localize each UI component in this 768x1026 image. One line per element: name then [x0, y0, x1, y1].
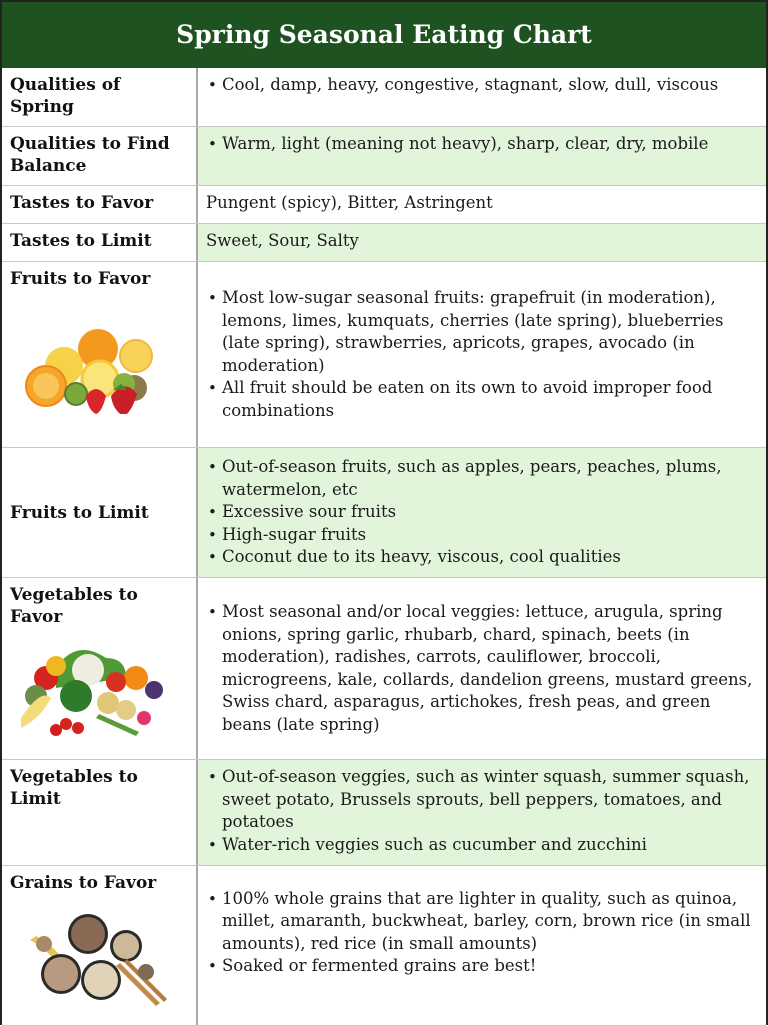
row-content [198, 127, 766, 185]
list-item: • Warm, light (meaning not heavy), sharp, clear, dry, mobile [206, 133, 758, 156]
list-item: • Most low-sugar seasonal fruits: grapefruit (in moderation), lemons, limes, kumquats, cherries (late spring), blueberries (late spring), strawberries, apricots, grapes, avocado (in moderation) [206, 287, 758, 377]
row-label: Vegetables to Limit [2, 760, 198, 865]
row-vegetables-to-limit [2, 760, 766, 866]
row-qualities-to-find-balance [2, 127, 766, 186]
vegetables-image [16, 638, 181, 743]
row-label-cell [2, 262, 198, 447]
row-content [198, 262, 766, 447]
row-content [198, 68, 766, 126]
row-content [198, 578, 766, 759]
row-vegetables-to-favor [2, 578, 766, 760]
row-fruits-to-limit [2, 448, 766, 578]
list-item: • Water-rich veggies such as cucumber and zucchini [206, 834, 758, 857]
row-grains-to-favor [2, 866, 766, 1026]
row-label: Vegetables to Favor [10, 585, 138, 627]
row-label-cell [2, 866, 198, 1025]
list-item: • 100% whole grains that are lighter in quality, such as quinoa, millet, amaranth, buckwheat, barley, corn, brown rice (in small amounts), red rice (in small amounts) [206, 888, 758, 956]
row-label: Fruits to Limit [2, 448, 198, 577]
chart-title: Spring Seasonal Eating Chart [2, 2, 766, 68]
row-content [198, 760, 766, 865]
row-label: Tastes to Favor [2, 186, 198, 223]
row-qualities-of-spring [2, 68, 766, 127]
row-label: Grains to Favor [10, 873, 157, 893]
row-label: Fruits to Favor [10, 269, 151, 289]
list-item: • Out-of-season veggies, such as winter squash, summer squash, sweet potato, Brussels sprouts, bell peppers, tomatoes, and potatoes [206, 766, 758, 834]
row-label: Tastes to Limit [2, 224, 198, 261]
list-item: • Excessive sour fruits [206, 501, 758, 524]
list-item: • High-sugar fruits [206, 524, 758, 547]
row-content: Pungent (spicy), Bitter, Astringent [206, 193, 493, 212]
list-item: • Coconut due to its heavy, viscous, cool qualities [206, 546, 758, 569]
row-tastes-to-limit [2, 224, 766, 262]
row-label-cell [2, 578, 198, 759]
list-item: • Out-of-season fruits, such as apples, pears, peaches, plums, watermelon, etc [206, 456, 758, 501]
row-tastes-to-favor [2, 186, 766, 224]
list-item: • Soaked or fermented grains are best! [206, 955, 758, 978]
list-item: • Cool, damp, heavy, congestive, stagnant, slow, dull, viscous [206, 74, 758, 97]
fruits-image [16, 324, 181, 414]
list-item: • All fruit should be eaten on its own to avoid improper food combinations [206, 377, 758, 422]
row-content [198, 866, 766, 1025]
list-item: • Most seasonal and/or local veggies: lettuce, arugula, spring onions, spring garlic, rhubarb, chard, spinach, beets (in moderation), radishes, carrots, cauliflower, broccoli, microgreens, kale, collards, dandelion greens, mustard greens, Swiss chard, asparagus, artichokes, fresh peas, and green beans (late spring) [206, 601, 758, 736]
grains-image [16, 906, 181, 1011]
row-label: Qualities to Find Balance [2, 127, 198, 185]
row-label: Qualities of Spring [2, 68, 198, 126]
row-content: Sweet, Sour, Salty [198, 224, 766, 261]
row-fruits-to-favor [2, 262, 766, 448]
row-content [198, 448, 766, 577]
